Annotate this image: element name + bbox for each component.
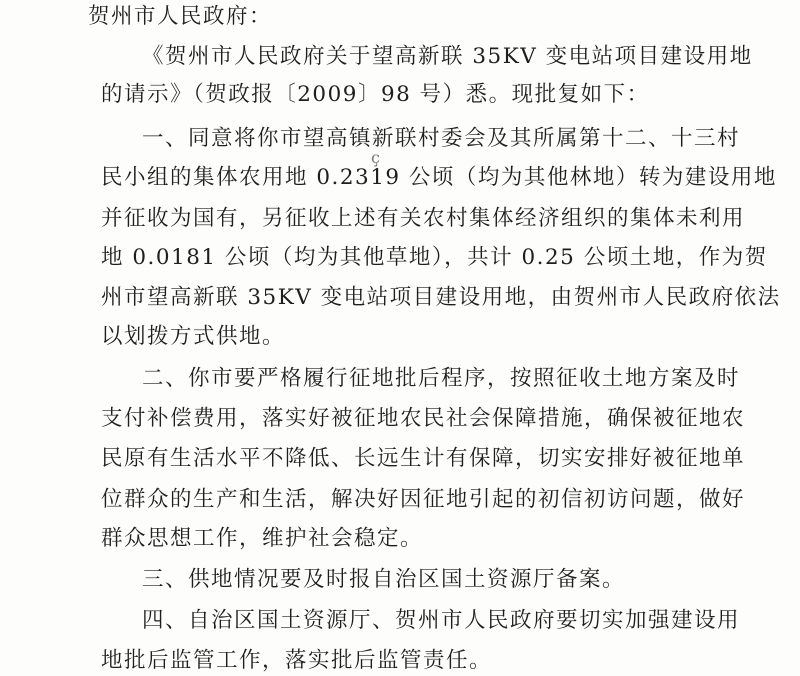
item-2-line-3: 民原有生活水平不降低、长远生计有保障，切实安排好被征地单: [101, 446, 746, 471]
addressee: 贺州市人民政府：: [88, 4, 273, 29]
item-2-line-1: 二、你市要严格履行征地批后程序，按照征收土地方案及时: [142, 366, 741, 391]
item-4-line-2: 地批后监管工作，落实批后监管责任。: [101, 648, 493, 673]
item-1-line-2: 民小组的集体农用地 0.2319 公顷（均为其他林地）转为建设用地: [101, 165, 777, 190]
item-1-line-3: 并征收为国有，另征收上述有关农村集体经济组织的集体未利用: [101, 206, 746, 231]
scan-speck: ҫ: [371, 148, 380, 167]
request-title-line-2: 的请示》（贺政报〔2009〕98 号）悉。现批复如下：: [101, 82, 650, 107]
item-1-line-1: 一、同意将你市望高镇新联村委会及其所属第十二、十三村: [142, 126, 741, 151]
item-2-line-2: 支付补偿费用，落实好被征地农民社会保障措施，确保被征地农: [101, 406, 746, 431]
item-2-line-4: 位群众的生产和生活，解决好因征地引起的初信初访问题，做好: [101, 487, 746, 512]
request-title-line-1: 《贺州市人民政府关于望高新联 35KV 变电站项目建设用地: [142, 44, 753, 69]
item-2-line-5: 群众思想工作，维护社会稳定。: [101, 526, 424, 551]
item-1-line-5: 州市望高新联 35KV 变电站项目建设用地，由贺州市人民政府依法: [101, 285, 781, 310]
item-4-line-1: 四、自治区国土资源厅、贺州市人民政府要切实加强建设用: [142, 608, 741, 633]
item-1-line-6: 以划拨方式供地。: [101, 324, 286, 349]
item-3-line-1: 三、供地情况要及时报自治区国土资源厅备案。: [142, 567, 626, 592]
item-1-line-4: 地 0.0181 公顷（均为其他草地），共计 0.25 公顷土地，作为贺: [101, 245, 768, 270]
